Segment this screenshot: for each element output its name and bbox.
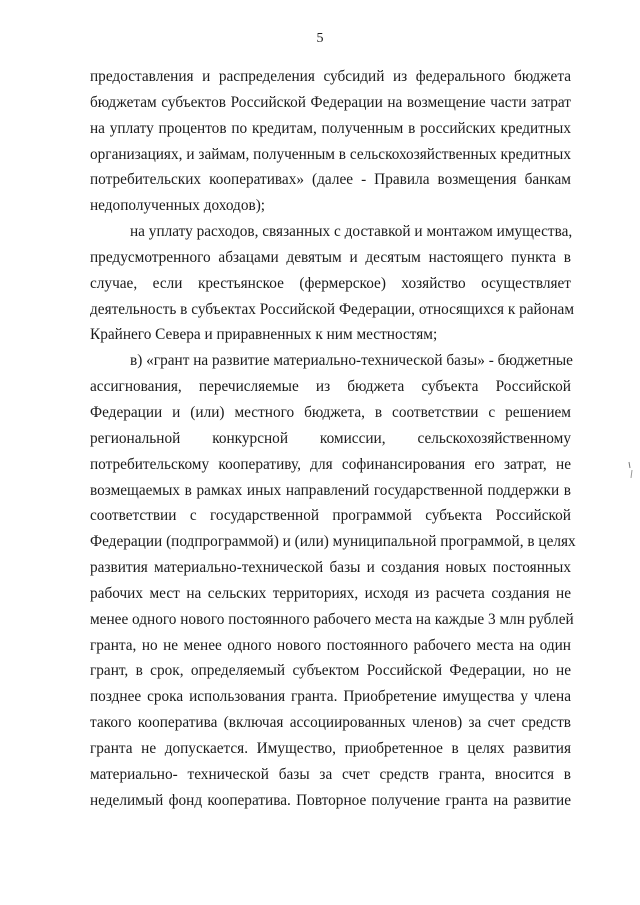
text-line: такого кооператива (включая ассоциированных членов) за счет средств [90, 714, 571, 732]
text-line: ассигнования, перечисляемые из бюджета субъекта Российской [90, 378, 571, 396]
text-line: гранта не допускается. Имущество, приобретенное в целях развития [90, 739, 571, 757]
text-line: неделимый фонд кооператива. Повторное получение гранта на развитие [90, 791, 571, 809]
text-line: потребительскому кооперативу, для софинансирования его затрат, не [90, 455, 571, 473]
text-line: на уплату процентов по кредитам, полученным в российских кредитных [90, 119, 571, 137]
text-line: предусмотренного абзацами девятым и десятым настоящего пункта в [90, 248, 571, 266]
scan-artifact-mark [626, 460, 636, 482]
text-line: бюджетам субъектов Российской Федерации на возмещение части затрат [90, 93, 571, 111]
text-line: в) «грант на развитие материально-технической базы» - бюджетные [130, 352, 573, 370]
text-line: случае, если крестьянское (фермерское) хозяйство осуществляет [90, 274, 571, 292]
text-line: предоставления и распределения субсидий из федерального бюджета [90, 68, 571, 85]
text-line: недополученных доходов); [90, 197, 266, 215]
text-line: Крайнего Севера и приравненных к ним местностям; [90, 326, 438, 344]
text-line: менее одного нового постоянного рабочего места на каждые 3 млн рублей [90, 610, 574, 628]
text-line: рабочих мест на сельских территориях, исходя из расчета создания не [90, 584, 571, 602]
text-line: региональной конкурсной комиссии, сельскохозяйственному [90, 429, 571, 447]
page-number: 5 [316, 31, 324, 46]
text-line: грант, в срок, определяемый субъектом Российской Федерации, но не [90, 662, 571, 680]
text-line: деятельность в субъектах Российской Федерации, относящихся к районам [90, 300, 575, 318]
text-line: Федерации (подпрограммой) и (или) муниципальной программой, в целях [90, 533, 576, 551]
text-line: Федерации и (или) местного бюджета, в соответствии с решением [90, 403, 571, 421]
text-line: соответствии с государственной программой субъекта Российской [90, 507, 571, 525]
text-line: развития материально-технической базы и создания новых постоянных [90, 559, 571, 577]
document-body [90, 64, 576, 813]
text-line: материально- технической базы за счет средств гранта, вносится в [90, 765, 571, 783]
text-line: позднее срока использования гранта. Приобретение имущества у члена [90, 688, 571, 706]
text-line: потребительских кооперативах» (далее - Правила возмещения банкам [90, 171, 571, 189]
text-line: гранта, но не менее одного нового постоянного рабочего места на один [90, 636, 571, 654]
text-line: возмещаемых в рамках иных направлений государственной поддержки в [90, 481, 571, 499]
text-line: организациях, и займам, полученным в сельскохозяйственных кредитных [90, 145, 571, 163]
text-line: на уплату расходов, связанных с доставкой и монтажом имущества, [130, 223, 573, 241]
